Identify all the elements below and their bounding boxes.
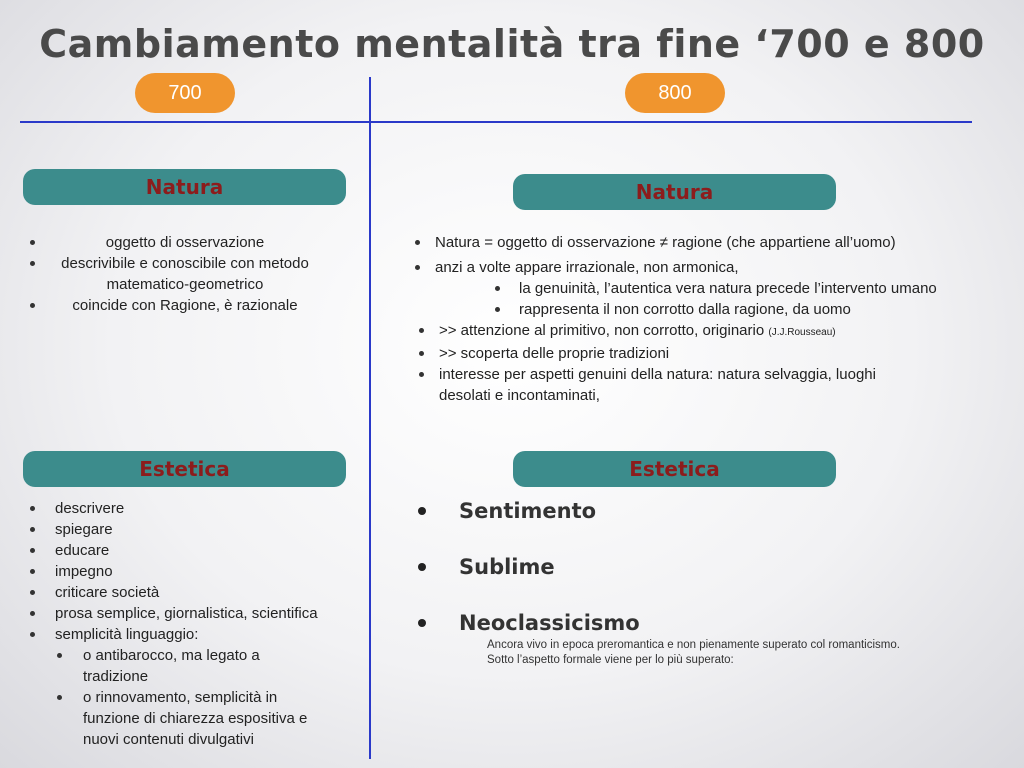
left-estetica-heading: Estetica bbox=[23, 451, 346, 487]
list-item: anzi a volte appare irrazionale, non armonica, bbox=[413, 257, 983, 278]
list-item: rappresenta il non corrotto dalla ragione, da uomo bbox=[413, 299, 983, 320]
list-item: impegno bbox=[24, 561, 354, 582]
note-line: Ancora vivo in epoca preromantica e non pienamente superato col romanticismo. bbox=[487, 639, 900, 651]
list-item: o rinnovamento, semplicità in funzione di chiarezza espositiva e nuovi contenuti divulgativi bbox=[24, 687, 333, 750]
list-item: spiegare bbox=[24, 519, 354, 540]
list-item-text: >> attenzione al primitivo, non corrotto, originario bbox=[439, 322, 765, 339]
left-natura-heading: Natura bbox=[23, 169, 346, 205]
left-natura-list bbox=[24, 232, 346, 316]
list-item: interesse per aspetti genuini della natura: natura selvaggia, luoghi desolati e incontaminati, bbox=[413, 364, 919, 406]
label-700-pill: 700 bbox=[135, 73, 235, 113]
right-estetica-heading: Estetica bbox=[513, 451, 836, 487]
note-line: Sotto l’aspetto formale viene per lo più superato: bbox=[487, 654, 734, 666]
list-item: prosa semplice, giornalistica, scientifica bbox=[24, 603, 354, 624]
right-natura-heading: Natura bbox=[513, 174, 836, 210]
list-item: coincide con Ragione, è razionale bbox=[24, 295, 346, 316]
list-item: >> scoperta delle proprie tradizioni bbox=[413, 343, 983, 364]
neoclassicismo-note bbox=[487, 638, 987, 668]
list-item: oggetto di osservazione bbox=[24, 232, 346, 253]
list-item bbox=[413, 320, 983, 343]
list-item: Neoclassicismo bbox=[414, 608, 974, 664]
list-item: descrivibile e conoscibile con metodo matematico-geometrico bbox=[24, 253, 346, 295]
list-item: o antibarocco, ma legato a tradizione bbox=[24, 645, 303, 687]
list-item: Natura = oggetto di osservazione ≠ ragione (che appartiene all’uomo) bbox=[413, 232, 983, 253]
left-estetica-list bbox=[24, 498, 354, 750]
slide-title: Cambiamento mentalità tra fine ‘700 e 800 bbox=[39, 22, 985, 66]
right-natura-list bbox=[413, 232, 983, 406]
list-item: descrivere bbox=[24, 498, 354, 519]
rousseau-reference: (J.J.Rousseau) bbox=[768, 327, 836, 338]
horizontal-divider bbox=[20, 121, 972, 123]
list-item: Sentimento bbox=[414, 496, 974, 552]
list-item: la genuinità, l’autentica vera natura precede l’intervento umano bbox=[413, 278, 983, 299]
list-item: educare bbox=[24, 540, 354, 561]
list-item: criticare società bbox=[24, 582, 354, 603]
label-800-pill: 800 bbox=[625, 73, 725, 113]
vertical-divider bbox=[369, 77, 371, 759]
list-item: semplicità linguaggio: bbox=[24, 624, 354, 645]
list-item: Sublime bbox=[414, 552, 974, 608]
